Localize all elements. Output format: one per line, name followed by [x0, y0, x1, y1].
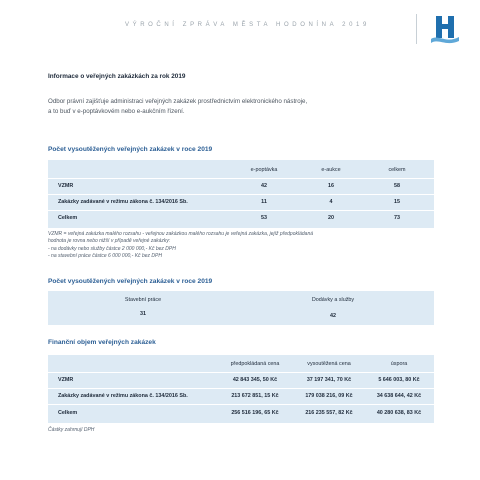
table1-header-epoptavka: e-poptávka [250, 167, 278, 173]
table1-header-eaukce: e-aukce [321, 167, 341, 173]
table3-row-label: VZMR [58, 377, 74, 383]
table1-cell: 73 [394, 215, 400, 221]
vat-note: Částky zahrnují DPH [48, 427, 95, 433]
note-line: - na dodávky nebo služby částce 2 000 000,- Kč bez DPH [48, 245, 176, 252]
table-row [48, 194, 434, 210]
table3-cell: 37 197 341, 70 Kč [306, 377, 352, 383]
note-line: hodnota je rovna nebo nižší v případě veřejné zakázky: [48, 238, 171, 245]
table2-cell: 42 [330, 313, 336, 319]
table3-cell: 5 646 003, 80 Kč [378, 377, 420, 383]
table1-header-celkem: celkem [388, 167, 406, 173]
table2-header-stavebni: Stavební práce [124, 297, 162, 303]
table1-cell: 11 [261, 199, 267, 205]
header-divider [416, 14, 417, 44]
table-row [48, 210, 434, 226]
table1-panel [48, 160, 434, 228]
intro-line-2: a to buď v e-poptávkovém nebo e-aukčním řízení. [48, 108, 185, 115]
table1-cell: 53 [261, 215, 267, 221]
table3-row-label: Celkem [58, 410, 78, 416]
table3-cell: 42 843 345, 50 Kč [232, 377, 278, 383]
table2-panel [48, 291, 434, 325]
table3-header-row [48, 356, 434, 372]
table-row [48, 306, 434, 322]
table2-title: Počet vysoutěžených veřejných zakázek v roce 2019 [48, 278, 213, 285]
intro-title: Informace o veřejných zakázkách za rok 2019 [48, 73, 186, 80]
table2-header-dodavky: Dodávky a služby [311, 297, 355, 303]
table3-cell: 216 235 557, 82 Kč [305, 410, 353, 416]
table3-panel [48, 355, 434, 423]
table-row [48, 388, 434, 404]
table1-row-label: Zakázky zadávané v režimu zákona č. 134/2016 Sb. [58, 199, 188, 205]
table3-cell: 213 672 851, 15 Kč [231, 393, 279, 399]
table3-row-label: Zakázky zadávané v režimu zákona č. 134/2016 Sb. [58, 393, 188, 399]
table3-header-vysoutezena: vysoutěžená cena [307, 361, 351, 367]
table3-header-predpokladana: předpokládaná cena [230, 361, 280, 367]
table1-cell: 16 [328, 183, 334, 189]
table3-cell: 40 280 638, 83 Kč [376, 410, 422, 416]
table2-cell: 31 [140, 311, 146, 317]
table-row [48, 405, 434, 421]
table1-cell: 42 [261, 183, 267, 189]
table-row [48, 178, 434, 194]
table-row [48, 372, 434, 388]
note-line: VZMR = veřejná zakázka malého rozsahu - veřejnou zakázkou malého rozsahu je veřejná zakázka, jejíž předpokládaná [48, 231, 314, 237]
intro-text [48, 97, 408, 117]
table3-header-uspora: úspora [390, 361, 408, 367]
table3-title: Finanční objem veřejných zakázek [48, 339, 156, 346]
table1-cell: 20 [328, 215, 334, 221]
table3-cell: 256 516 196, 65 Kč [231, 410, 279, 416]
vzmr-note [48, 231, 418, 261]
table1-cell: 4 [329, 199, 333, 205]
table3-cell: 34 638 644, 42 Kč [376, 393, 422, 399]
note-line: - na stavební práce částce 6 000 000,- Kč bez DPH [48, 253, 162, 260]
table1-title: Počet vysoutěžených veřejných zakázek v roce 2019 [48, 146, 213, 153]
table1-cell: 58 [394, 183, 400, 189]
hodonin-h-logo-icon [428, 12, 462, 46]
table1-row-label: VZMR [58, 183, 74, 189]
table3-cell: 179 038 216, 09 Kč [305, 393, 353, 399]
table1-cell: 15 [394, 199, 400, 205]
page-header [0, 0, 480, 52]
report-title: VÝROČNÍ ZPRÁVA MĚSTA HODONÍNA 2019 [125, 22, 370, 28]
intro-line-1: Odbor právní zajišťuje administraci veřejných zakázek prostřednictvím elektronického nástroje, [48, 98, 308, 105]
table1-header-row [48, 162, 434, 178]
table1-row-label: Celkem [58, 215, 78, 221]
